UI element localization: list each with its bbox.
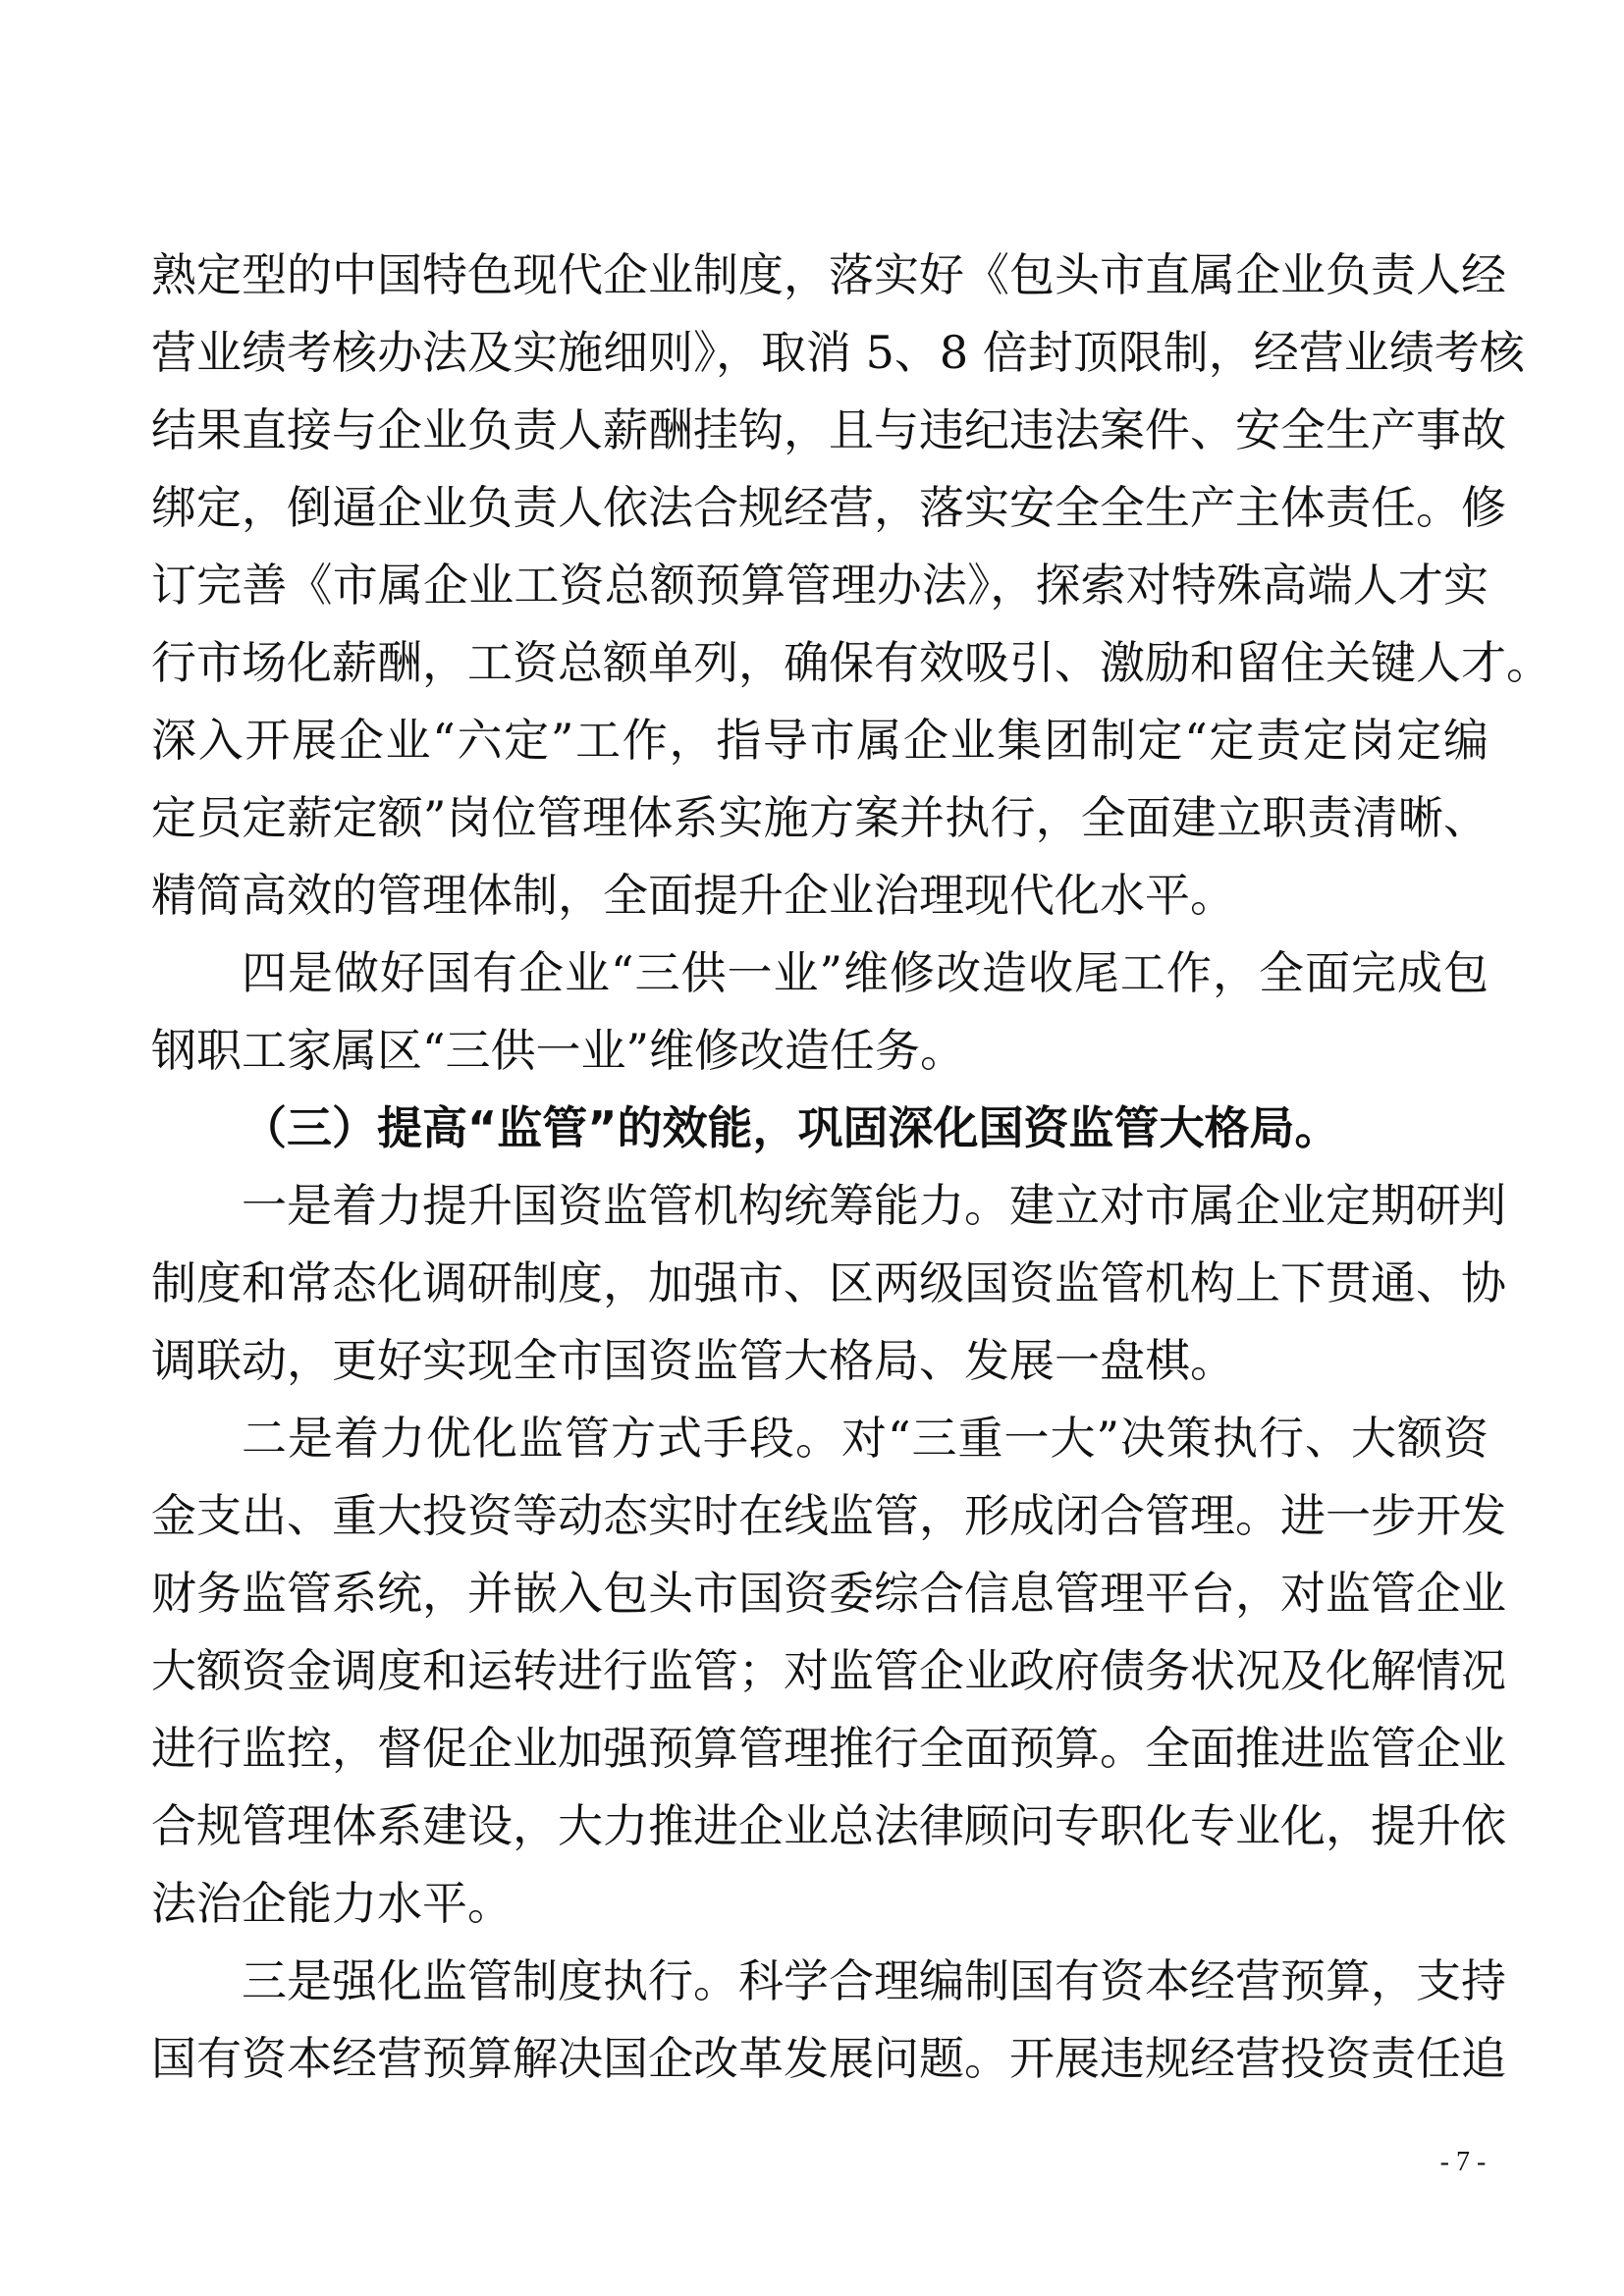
section-heading: （三）提高“监管”的效能，巩固深化国资监管大格局。 [242, 1101, 1340, 1154]
paragraph-line: 调联动，更好实现全市国资监管大格局、发展一盘棋。 [151, 1334, 1235, 1387]
paragraph-line: 钢职工家属区“三供一业”维修改造任务。 [151, 1024, 966, 1077]
paragraph-line: 制度和常态化调研制度，加强市、区两级国资监管机构上下贯通、协 [151, 1256, 1506, 1309]
paragraph-line: 深入开展企业“六定”工作，指导市属企业集团制定“定责定岗定编 [151, 714, 1489, 767]
paragraph-line: 国有资本经营预算解决国企改革发展问题。开展违规经营投资责任追 [151, 2032, 1506, 2085]
paragraph-line: 二是着力优化监管方式手段。对“三重一大”决策执行、大额资 [242, 1412, 1489, 1465]
paragraph-line: 行市场化薪酬，工资总额单列，确保有效吸引、激励和留住关键人才。 [151, 636, 1551, 689]
paragraph-line: 合规管理体系建设，大力推进企业总法律顾问专职化专业化，提升依 [151, 1799, 1506, 1852]
paragraph-line: 定员定薪定额”岗位管理体系实施方案并执行，全面建立职责清晰、 [151, 791, 1489, 844]
paragraph-line: 熟定型的中国特色现代企业制度，落实好《包头市直属企业负责人经 [151, 248, 1506, 301]
paragraph-line: 一是着力提升国资监管机构统筹能力。建立对市属企业定期研判 [242, 1179, 1506, 1232]
paragraph-line: 三是强化监管制度执行。科学合理编制国有资本经营预算，支持 [242, 1954, 1506, 2007]
paragraph-line: 结果直接与企业负责人薪酬挂钩，且与违纪违法案件、安全生产事故 [151, 403, 1506, 456]
paragraph-line: 财务监管系统，并嵌入包头市国资委综合信息管理平台，对监管企业 [151, 1567, 1506, 1620]
paragraph-line: 绑定，倒逼企业负责人依法合规经营，落实安全全生产主体责任。修 [151, 481, 1506, 534]
paragraph-line: 进行监控，督促企业加强预算管理推行全面预算。全面推进监管企业 [151, 1722, 1506, 1775]
paragraph-line: 精简高效的管理体制，全面提升企业治理现代化水平。 [151, 869, 1235, 922]
paragraph-line: 大额资金调度和运转进行监管；对监管企业政府债务状况及化解情况 [151, 1644, 1506, 1697]
paragraph-line: 四是做好国有企业“三供一业”维修改造收尾工作，全面完成包 [242, 946, 1489, 999]
paragraph-line: 金支出、重大投资等动态实时在线监管，形成闭合管理。进一步开发 [151, 1489, 1506, 1542]
page-number: - 7 - [1439, 2147, 1487, 2177]
paragraph-line: 营业绩考核办法及实施细则》，取消 5、8 倍封顶限制，经营业绩考核 [151, 326, 1525, 379]
paragraph-line: 订完善《市属企业工资总额预算管理办法》，探索对特殊高端人才实 [151, 559, 1489, 612]
paragraph-line: 法治企能力水平。 [151, 1877, 513, 1930]
